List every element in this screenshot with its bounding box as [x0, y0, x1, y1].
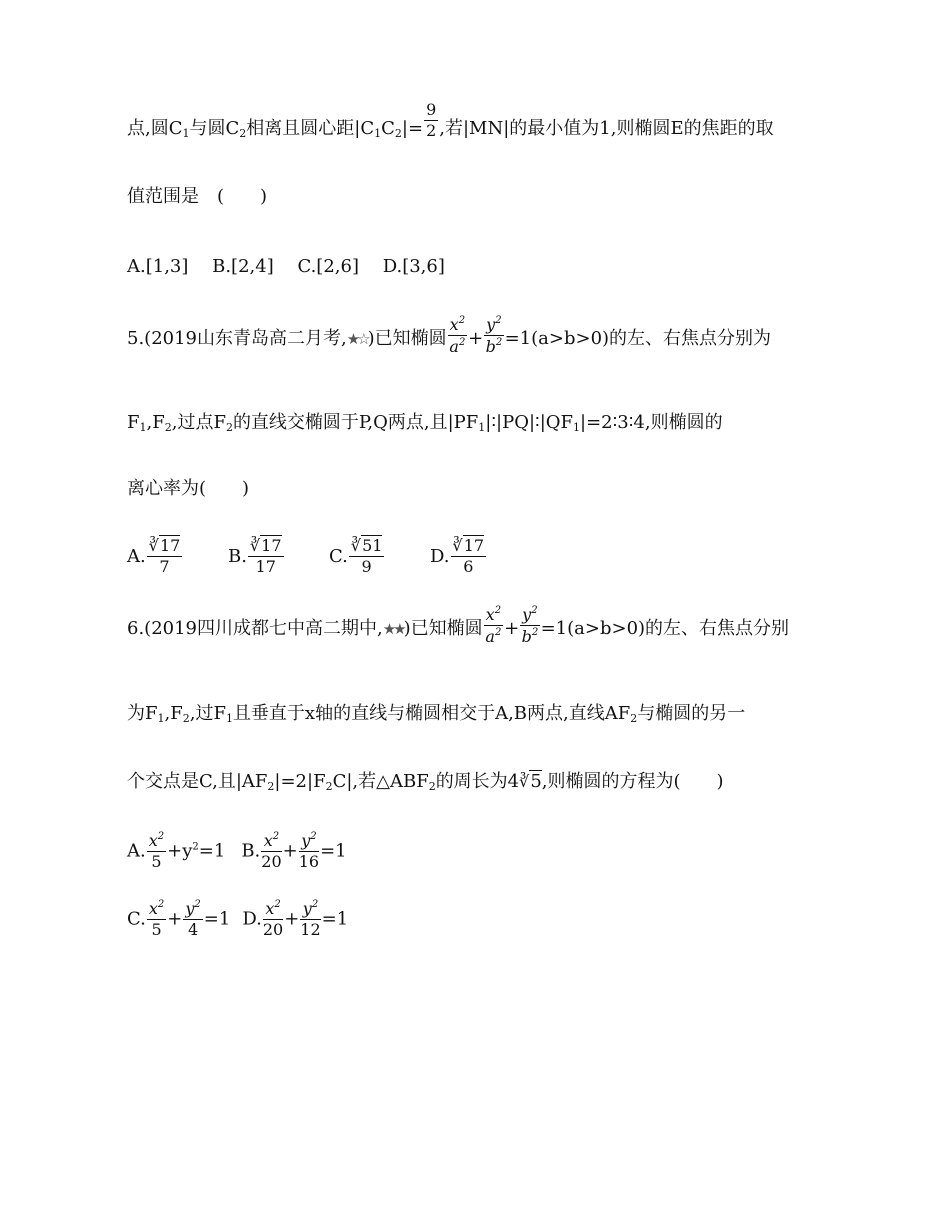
q6-text: C|,若△ABF [332, 771, 429, 792]
q5-option-b [228, 538, 329, 576]
opt-frac [261, 832, 281, 871]
frac-den: 9 [361, 556, 372, 576]
q6-text: 个交点是C,且|AF [127, 771, 268, 792]
frac-num [147, 832, 166, 852]
q5-text: )已知椭圆 [367, 327, 447, 349]
q5-option-c [329, 538, 430, 576]
frac-den [484, 336, 503, 356]
frac-num: 9 [426, 100, 437, 119]
var-y: y [486, 315, 496, 334]
frac-den [520, 626, 539, 646]
var-a: a [485, 626, 495, 646]
var-x: x [263, 831, 273, 850]
plus: + [284, 908, 300, 930]
radicand: 17 [463, 536, 485, 555]
q6-text: ,F [164, 703, 183, 724]
q5-text: ,F [146, 412, 165, 433]
opt-frac [300, 900, 320, 939]
frac-den: 20 [262, 919, 284, 939]
subscript: 2 [267, 780, 275, 793]
opt-label: D. [430, 545, 450, 567]
exp: 2 [311, 899, 319, 910]
radicand: 51 [362, 536, 383, 555]
q6-line-1 [127, 605, 790, 646]
frac-den [484, 626, 503, 646]
cube-root-icon: ∛ [519, 772, 530, 791]
ellipse-fraction-x [448, 316, 467, 356]
subscript: 2 [164, 421, 172, 434]
frac-num [520, 606, 539, 626]
var-b: b [485, 336, 496, 356]
opt-label: C. [127, 908, 146, 930]
var-x: x [449, 315, 459, 334]
exp: 2 [495, 315, 502, 326]
q6-line-3 [127, 773, 724, 792]
plus: + [282, 840, 298, 862]
subscript: 2 [325, 780, 333, 793]
q6-text: =1 [198, 840, 226, 862]
q5-option-a [127, 538, 228, 576]
frac-num [248, 538, 284, 557]
q6-line-2 [127, 705, 745, 724]
opt-label: A. [127, 545, 146, 567]
opt-frac [147, 900, 166, 939]
var-y: y [185, 899, 195, 918]
exp: 2 [495, 336, 503, 348]
radical-icon: ∛ [350, 536, 362, 555]
subscript: 2 [239, 126, 247, 140]
var-y: y [522, 605, 532, 624]
subscript: 2 [182, 712, 190, 725]
frac-num [299, 832, 319, 852]
q6-text: =1 [320, 840, 347, 862]
frac-num [484, 316, 503, 336]
exp: 2 [458, 315, 466, 326]
q6-text: =1(a>b>0)的左、右焦点分别 [540, 617, 790, 639]
q6-text: =1 [321, 908, 349, 930]
q5-line-2 [127, 414, 723, 433]
subscript: 1 [139, 421, 147, 434]
opt-frac [349, 538, 385, 576]
plus: + [468, 327, 484, 349]
q5-text: ,过点F [171, 412, 226, 433]
var-b: b [521, 626, 532, 646]
subscript: 2 [394, 126, 402, 140]
q5-line-3: 离心率为( ) [127, 478, 250, 499]
q6-text: +y [167, 840, 193, 862]
var-x: x [148, 831, 158, 850]
subscript: 1 [157, 712, 165, 725]
q4-text: 与圆C [189, 117, 240, 139]
q5-text: |∶|PQ|∶|QF [485, 412, 574, 433]
subscript: 1 [225, 712, 233, 725]
q6-text: ,则椭圆的方程为( ) [541, 771, 724, 792]
q4-text: 相离且圆心距|C [246, 117, 375, 139]
opt-frac [147, 832, 166, 871]
exp: 2 [494, 626, 502, 638]
radicand: 17 [261, 536, 282, 555]
q5-line-1 [127, 315, 772, 356]
q6-options-cd [127, 900, 348, 939]
frac-den: 2 [426, 120, 437, 140]
q6-text: 且垂直于x轴的直线与椭圆相交于A,B两点,直线AF [232, 703, 631, 724]
frac-num [349, 538, 385, 557]
frac-den: 20 [261, 851, 282, 871]
exp: 2 [531, 605, 538, 616]
ellipse-fraction-x [484, 606, 503, 646]
frac-num [147, 900, 166, 920]
frac-num [261, 832, 281, 852]
q6-text: =1 [203, 908, 231, 930]
q5-text: |=2∶3∶4,则椭圆的 [580, 412, 723, 433]
subscript: 1 [182, 126, 190, 140]
var-x: x [265, 899, 275, 918]
ellipse-fraction-y [520, 606, 539, 646]
exp: 2 [192, 841, 199, 853]
opt-frac [183, 900, 202, 939]
opt-label: C. [329, 545, 348, 567]
var-a: a [449, 336, 459, 356]
q4-text: 点,圆C [127, 117, 183, 139]
exp: 2 [310, 831, 317, 842]
var-x: x [148, 899, 158, 918]
difficulty-stars-icon: ★★ [382, 619, 404, 638]
exp: 2 [194, 899, 201, 910]
frac-den: 17 [255, 556, 276, 576]
opt-label: B. [241, 840, 261, 862]
subscript: 2 [630, 712, 638, 725]
difficulty-stars-icon: ★☆ [346, 329, 368, 348]
q5-text: F [127, 412, 140, 433]
opt-frac [263, 900, 283, 939]
plus: + [167, 908, 183, 930]
frac-den: 4 [187, 919, 199, 939]
exp: 2 [157, 899, 165, 910]
q6-text: 为F [127, 703, 158, 724]
frac-den: 12 [300, 919, 321, 939]
exp: 2 [494, 605, 502, 616]
subscript: 1 [478, 421, 486, 434]
opt-label: B. [228, 545, 247, 567]
q4-line-2: 值范围是 ( ) [127, 186, 268, 207]
q6-text: |=2|F [274, 771, 326, 792]
frac-num [484, 606, 503, 626]
radicand: 17 [159, 536, 181, 555]
exp: 2 [458, 336, 466, 348]
frac-den: 6 [463, 556, 474, 576]
frac-den: 7 [159, 556, 170, 576]
subscript: 1 [573, 421, 581, 434]
ellipse-fraction-y [484, 316, 503, 356]
frac-num [300, 900, 320, 920]
opt-frac [299, 832, 319, 871]
frac-num [263, 900, 283, 920]
frac-num [147, 538, 183, 557]
exp: 2 [531, 626, 539, 638]
q4-line-1 [127, 100, 774, 140]
q5-text: =1(a>b>0)的左、右焦点分别为 [504, 327, 772, 349]
opt-frac [451, 538, 487, 576]
var-x: x [485, 605, 495, 624]
radical-icon: ∛ [452, 536, 463, 555]
radicand: 5 [530, 771, 542, 792]
q5-options [127, 538, 487, 576]
fraction-nine-halves [424, 102, 438, 140]
subscript: 1 [374, 126, 382, 140]
q4-text: ,若|MN|的最小值为1,则椭圆E的焦距的取 [439, 117, 774, 139]
q4-options: A.[1,3] B.[2,4] C.[2,6] D.[3,6] [127, 256, 445, 277]
frac-den [448, 336, 467, 356]
plus: + [504, 617, 520, 639]
frac-num [183, 900, 202, 920]
q6-text: )已知椭圆 [403, 617, 483, 639]
opt-label: A. [127, 840, 146, 862]
frac-den: 5 [151, 919, 162, 939]
subscript: 2 [225, 421, 233, 434]
frac-num [451, 538, 487, 557]
exp: 2 [272, 831, 280, 842]
exp: 2 [157, 831, 165, 842]
exp: 2 [274, 899, 281, 910]
var-y: y [301, 831, 311, 850]
q6-options-ab [127, 832, 347, 871]
radical-icon: ∛ [249, 536, 261, 555]
radical-icon: ∛ [148, 536, 159, 555]
q5-text: 的直线交椭圆于P,Q两点,且|PF [232, 412, 479, 433]
opt-frac [248, 538, 284, 576]
frac-den: 5 [151, 851, 162, 871]
subscript: 2 [428, 780, 436, 793]
q4-text: C [381, 117, 395, 139]
q6-text: ,过F [189, 703, 226, 724]
q5-text: 5.(2019山东青岛高二月考, [127, 327, 347, 349]
q6-text: 与椭圆的另一 [637, 703, 746, 724]
q4-text: |= [401, 117, 424, 139]
frac-den: 16 [298, 851, 320, 871]
opt-frac [147, 538, 183, 576]
q6-text: 的周长为4 [435, 771, 520, 792]
opt-label: D. [242, 908, 262, 930]
q5-option-d [430, 538, 487, 576]
var-y: y [302, 899, 312, 918]
q6-text: 6.(2019四川成都七中高二期中, [127, 617, 383, 639]
frac-num [448, 316, 467, 336]
